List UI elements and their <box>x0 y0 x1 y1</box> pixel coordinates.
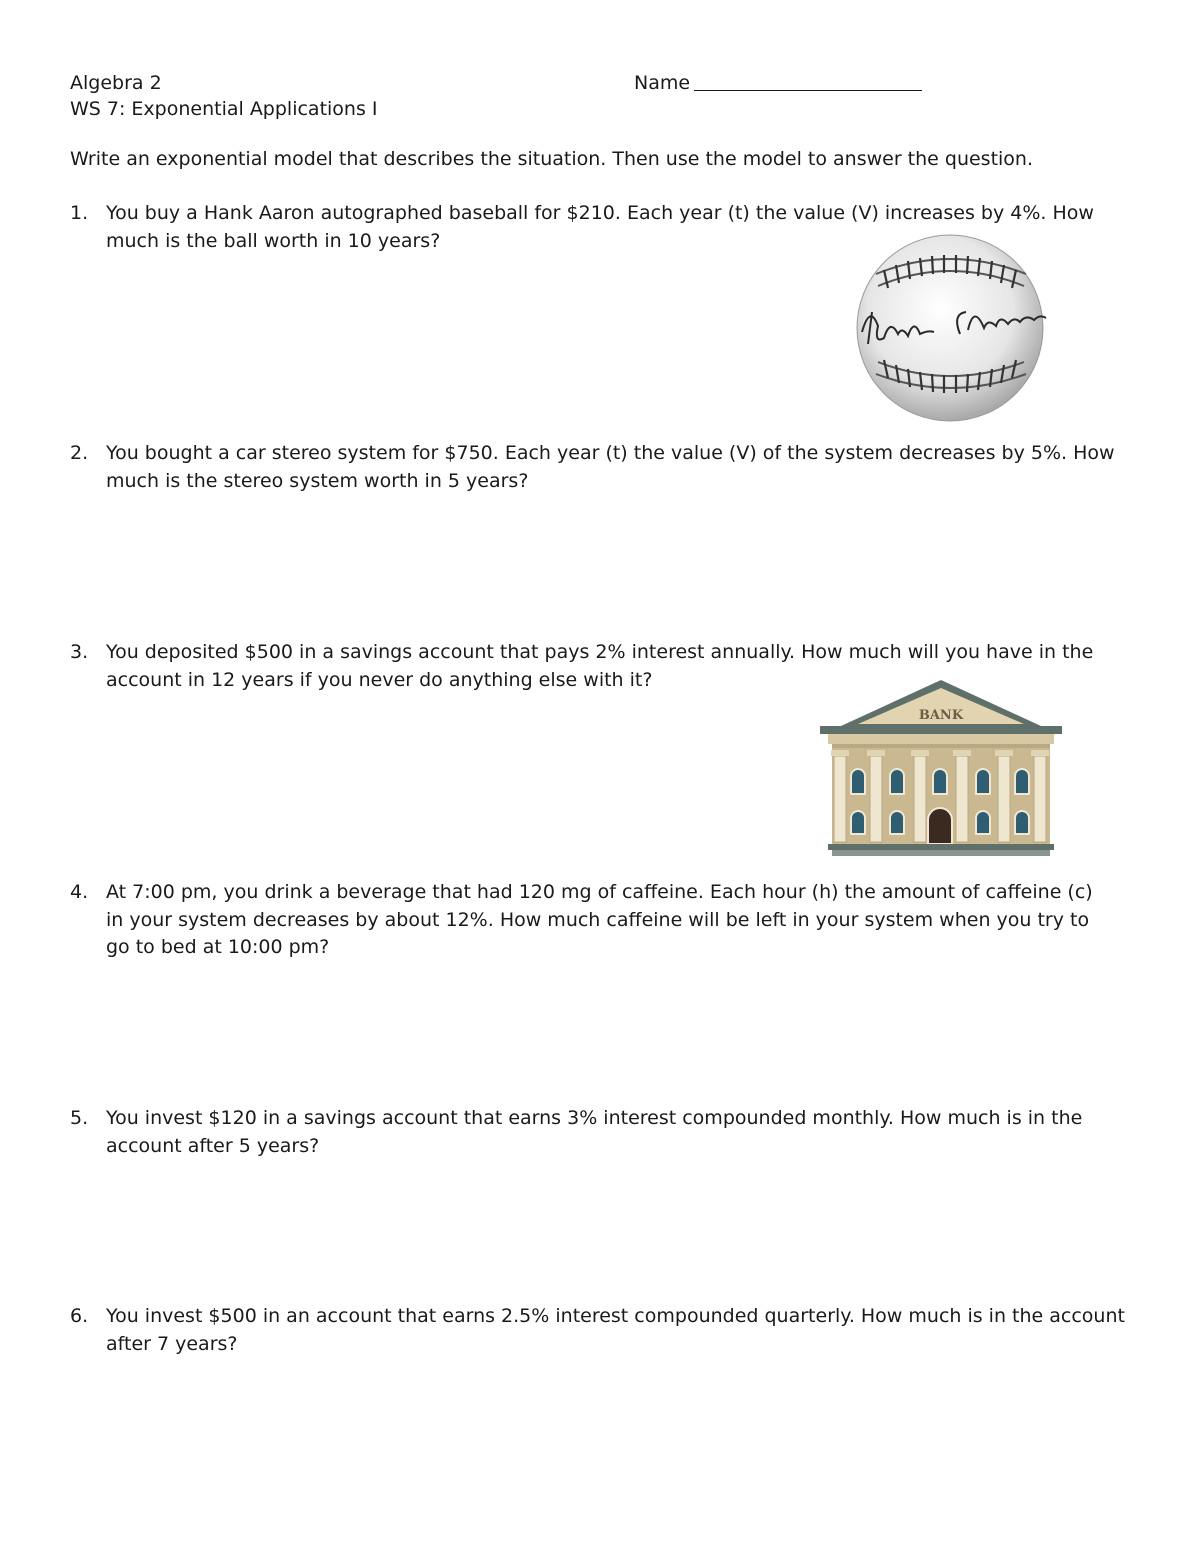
question-number: 1. <box>70 202 89 224</box>
course-title: Algebra 2 <box>70 72 162 94</box>
question-number: 2. <box>70 442 89 464</box>
question-number: 4. <box>70 881 89 903</box>
name-label: Name <box>634 72 691 94</box>
question-number: 3. <box>70 641 89 663</box>
bank-sign: BANK <box>918 708 964 723</box>
baseball-image <box>848 234 1053 424</box>
question-number: 5. <box>70 1107 89 1129</box>
name-blank-line <box>694 70 922 91</box>
question-text: You buy a Hank Aaron autographed baseball for $210. Each year (t) the value (V) increases by 4%. How much is the ball worth in 10 years? <box>106 202 1094 252</box>
question-number: 6. <box>70 1305 89 1327</box>
question-text: You invest $120 in a savings account that earns 3% interest compounded monthly. How much is in the account after 5 years? <box>106 1107 1083 1157</box>
bank-building-image <box>818 678 1064 858</box>
question-text: You deposited $500 in a savings account that pays 2% interest annually. How much will you have in the account in 12 years if you never do anything else with it? <box>106 641 1094 691</box>
question-text: You invest $500 in an account that earns 2.5% interest compounded quarterly. How much is in the account after 7 years? <box>106 1305 1125 1355</box>
question-text: At 7:00 pm, you drink a beverage that had 120 mg of caffeine. Each hour (h) the amount of caffeine (c) in your system decreases by about 12%. How much caffeine will be left in your system when you try to go to bed at 10:00 pm? <box>106 881 1093 958</box>
name-field <box>634 70 922 97</box>
question-text: You bought a car stereo system for $750. Each year (t) the value (V) of the system decreases by 5%. How much is the stereo system worth in 5 years? <box>106 442 1115 492</box>
worksheet-title: WS 7: Exponential Applications I <box>70 98 378 120</box>
instructions: Write an exponential model that describes the situation. Then use the model to answer the question. <box>70 148 1034 170</box>
